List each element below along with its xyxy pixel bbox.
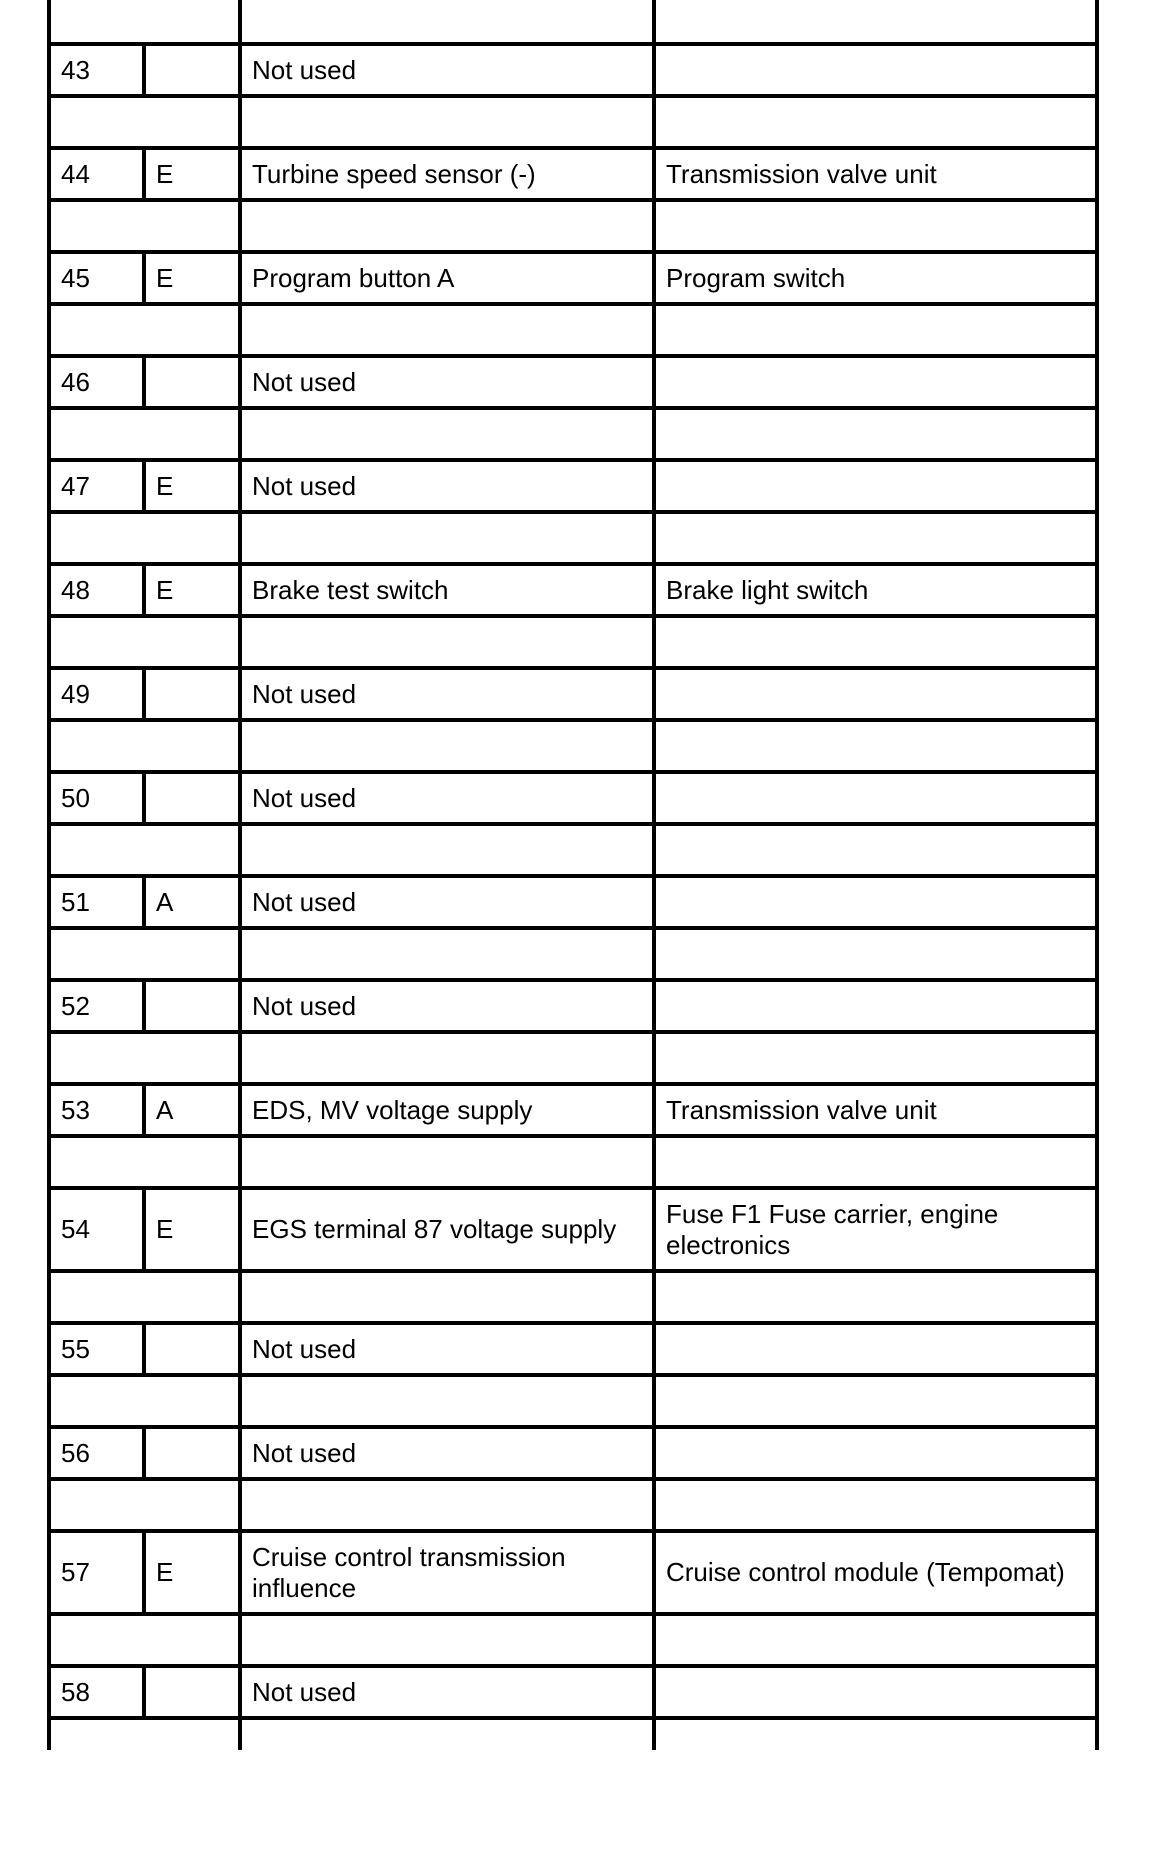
spacer-cell	[240, 1614, 654, 1666]
description-cell: Not used	[240, 980, 654, 1032]
spacer-cell	[49, 928, 240, 980]
spacer-cell	[49, 408, 240, 460]
description-cell: EDS, MV voltage supply	[240, 1084, 654, 1136]
spacer-row	[49, 96, 1097, 148]
spacer-cell	[654, 304, 1097, 356]
table-row	[49, 1427, 1097, 1479]
spacer-row	[49, 200, 1097, 252]
connection-cell	[654, 1427, 1097, 1479]
table-row	[49, 564, 1097, 616]
pin-number-cell: 56	[49, 1427, 144, 1479]
connection-cell	[654, 460, 1097, 512]
pin-number-cell: 45	[49, 252, 144, 304]
spacer-cell	[240, 512, 654, 564]
spacer-cell	[49, 304, 240, 356]
spacer-cell	[49, 720, 240, 772]
spacer-row	[49, 1375, 1097, 1427]
table-row	[49, 876, 1097, 928]
description-cell: Cruise control transmission influence	[240, 1531, 654, 1614]
description-cell: Not used	[240, 356, 654, 408]
spacer-cell	[654, 1271, 1097, 1323]
spacer-cell	[654, 928, 1097, 980]
signal-type-cell	[144, 1666, 240, 1718]
table-row	[49, 1531, 1097, 1614]
connection-cell: Program switch	[654, 252, 1097, 304]
description-cell: Not used	[240, 668, 654, 720]
description-cell: Not used	[240, 1666, 654, 1718]
description-cell: Program button A	[240, 252, 654, 304]
spacer-cell	[654, 408, 1097, 460]
description-cell: Turbine speed sensor (-)	[240, 148, 654, 200]
spacer-cell	[240, 96, 654, 148]
signal-type-cell: A	[144, 1084, 240, 1136]
spacer-row	[49, 408, 1097, 460]
table-row	[49, 772, 1097, 824]
spacer-cell	[49, 512, 240, 564]
signal-type-cell: E	[144, 1531, 240, 1614]
spacer-cell	[654, 824, 1097, 876]
spacer-cell	[240, 1479, 654, 1531]
spacer-cell	[49, 0, 240, 44]
connection-cell: Brake light switch	[654, 564, 1097, 616]
spacer-cell	[240, 720, 654, 772]
spacer-cell	[654, 1718, 1097, 1750]
spacer-cell	[240, 200, 654, 252]
signal-type-cell	[144, 1427, 240, 1479]
spacer-cell	[240, 1718, 654, 1750]
pin-number-cell: 53	[49, 1084, 144, 1136]
spacer-cell	[240, 1271, 654, 1323]
spacer-cell	[49, 1032, 240, 1084]
spacer-cell	[240, 304, 654, 356]
spacer-cell	[49, 1614, 240, 1666]
spacer-row	[49, 1136, 1097, 1188]
table-top-edge-row	[49, 0, 1097, 44]
connection-cell: Fuse F1 Fuse carrier, engine electronics	[654, 1188, 1097, 1271]
spacer-row	[49, 1032, 1097, 1084]
spacer-cell	[49, 1375, 240, 1427]
pin-number-cell: 46	[49, 356, 144, 408]
pin-table-body	[49, 0, 1097, 1750]
connection-cell	[654, 44, 1097, 96]
table-row	[49, 1323, 1097, 1375]
spacer-cell	[49, 1718, 240, 1750]
connection-cell	[654, 876, 1097, 928]
spacer-cell	[654, 96, 1097, 148]
pin-number-cell: 50	[49, 772, 144, 824]
spacer-row	[49, 512, 1097, 564]
pin-number-cell: 58	[49, 1666, 144, 1718]
spacer-cell	[49, 200, 240, 252]
signal-type-cell: E	[144, 1188, 240, 1271]
pin-number-cell: 54	[49, 1188, 144, 1271]
connection-cell	[654, 1323, 1097, 1375]
spacer-cell	[654, 1479, 1097, 1531]
pin-number-cell: 47	[49, 460, 144, 512]
connection-cell: Cruise control module (Tempomat)	[654, 1531, 1097, 1614]
spacer-cell	[654, 0, 1097, 44]
connection-cell	[654, 1666, 1097, 1718]
connection-cell	[654, 772, 1097, 824]
connection-cell	[654, 668, 1097, 720]
description-cell: Not used	[240, 1323, 654, 1375]
description-cell: Not used	[240, 460, 654, 512]
pin-number-cell: 43	[49, 44, 144, 96]
spacer-cell	[654, 1614, 1097, 1666]
pin-number-cell: 51	[49, 876, 144, 928]
spacer-cell	[240, 0, 654, 44]
spacer-row	[49, 720, 1097, 772]
pin-number-cell: 48	[49, 564, 144, 616]
table-row	[49, 668, 1097, 720]
signal-type-cell: E	[144, 148, 240, 200]
table-row	[49, 1666, 1097, 1718]
description-cell: Not used	[240, 44, 654, 96]
pin-number-cell: 57	[49, 1531, 144, 1614]
spacer-cell	[49, 1271, 240, 1323]
spacer-cell	[49, 96, 240, 148]
connection-cell	[654, 356, 1097, 408]
signal-type-cell: E	[144, 564, 240, 616]
description-cell: Not used	[240, 1427, 654, 1479]
spacer-cell	[654, 512, 1097, 564]
spacer-cell	[240, 928, 654, 980]
spacer-cell	[654, 1375, 1097, 1427]
spacer-cell	[654, 1032, 1097, 1084]
table-row	[49, 252, 1097, 304]
spacer-cell	[240, 824, 654, 876]
spacer-cell	[49, 1136, 240, 1188]
spacer-cell	[240, 1375, 654, 1427]
spacer-cell	[654, 616, 1097, 668]
pin-number-cell: 44	[49, 148, 144, 200]
spacer-cell	[240, 1032, 654, 1084]
spacer-cell	[240, 616, 654, 668]
spacer-row	[49, 1614, 1097, 1666]
description-cell: Brake test switch	[240, 564, 654, 616]
pin-number-cell: 49	[49, 668, 144, 720]
spacer-cell	[240, 408, 654, 460]
spacer-cell	[654, 1136, 1097, 1188]
signal-type-cell: A	[144, 876, 240, 928]
table-row	[49, 356, 1097, 408]
spacer-cell	[49, 824, 240, 876]
spacer-cell	[654, 720, 1097, 772]
table-row	[49, 44, 1097, 96]
table-row	[49, 148, 1097, 200]
signal-type-cell	[144, 44, 240, 96]
signal-type-cell	[144, 668, 240, 720]
signal-type-cell: E	[144, 460, 240, 512]
connection-cell	[654, 980, 1097, 1032]
spacer-cell	[49, 616, 240, 668]
table-row	[49, 1084, 1097, 1136]
spacer-row	[49, 616, 1097, 668]
spacer-cell	[49, 1479, 240, 1531]
signal-type-cell	[144, 356, 240, 408]
pin-number-cell: 55	[49, 1323, 144, 1375]
signal-type-cell	[144, 1323, 240, 1375]
connection-cell: Transmission valve unit	[654, 148, 1097, 200]
description-cell: Not used	[240, 876, 654, 928]
spacer-row	[49, 1718, 1097, 1750]
spacer-row	[49, 304, 1097, 356]
description-cell: EGS terminal 87 voltage supply	[240, 1188, 654, 1271]
spacer-row	[49, 1479, 1097, 1531]
connection-cell: Transmission valve unit	[654, 1084, 1097, 1136]
pin-assignment-table	[47, 0, 1099, 1750]
spacer-row	[49, 928, 1097, 980]
spacer-row	[49, 1271, 1097, 1323]
table-row	[49, 1188, 1097, 1271]
pin-number-cell: 52	[49, 980, 144, 1032]
spacer-row	[49, 824, 1097, 876]
description-cell: Not used	[240, 772, 654, 824]
signal-type-cell	[144, 772, 240, 824]
table-row	[49, 980, 1097, 1032]
spacer-cell	[240, 1136, 654, 1188]
signal-type-cell: E	[144, 252, 240, 304]
signal-type-cell	[144, 980, 240, 1032]
spacer-cell	[654, 200, 1097, 252]
table-row	[49, 460, 1097, 512]
